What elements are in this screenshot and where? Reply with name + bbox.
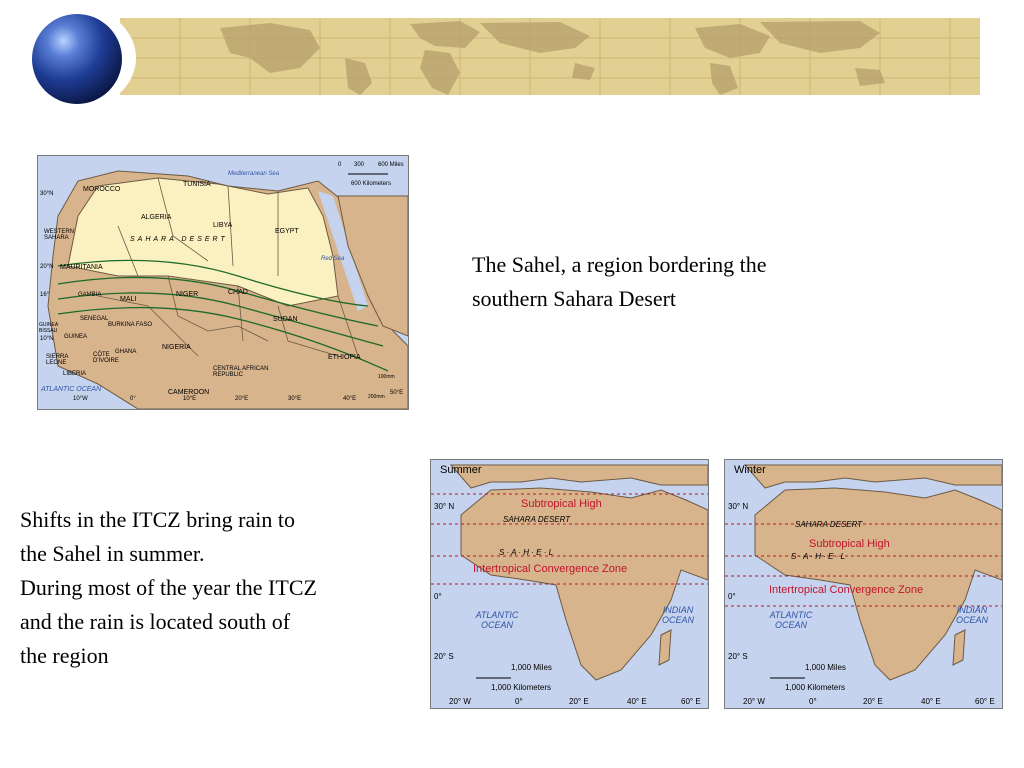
- scale-label: 300: [354, 162, 365, 168]
- country-label: TUNISIA: [183, 181, 211, 188]
- lat-label: 20°N: [40, 264, 54, 270]
- zone-label: Intertropical Convergence Zone: [769, 584, 924, 596]
- lon-label: 40°E: [343, 396, 357, 402]
- lon-label: 60° E: [681, 697, 701, 706]
- scale-label: 1,000 Kilometers: [491, 683, 552, 692]
- lat-label: 30°N: [40, 191, 54, 197]
- caption-line: the Sahel in summer.: [20, 541, 205, 566]
- water-label: Mediterranean Sea: [228, 171, 280, 177]
- map-title: Summer: [440, 464, 482, 476]
- lon-label: 20° W: [449, 697, 471, 706]
- lat-label: 0°: [434, 592, 442, 601]
- water-label: ATLANTIC OCEAN: [41, 386, 102, 393]
- lat-label: 0°: [728, 592, 736, 601]
- ocean-label: ATLANTIC OCEAN: [769, 610, 813, 630]
- world-map-graphic: [120, 18, 980, 95]
- lon-label: 0°: [515, 697, 523, 706]
- globe-icon: [32, 14, 122, 104]
- lon-label: 20° E: [863, 697, 883, 706]
- caption-line: southern Sahara Desert: [472, 286, 677, 311]
- country-label: MAURITANIA: [60, 264, 103, 271]
- desert-label: SAHARA DESERT: [795, 520, 863, 529]
- caption-line: During most of the year the ITCZ: [20, 575, 317, 600]
- country-label: LIBERIA: [63, 371, 87, 377]
- header-banner: [120, 18, 980, 95]
- ocean-label: INDIAN OCEAN: [661, 605, 694, 625]
- zone-label: Subtropical High: [521, 498, 602, 510]
- ocean-label: ATLANTIC OCEAN: [475, 610, 519, 630]
- scale-label: 1,000 Miles: [805, 663, 846, 672]
- lon-label: 50°E: [390, 390, 404, 396]
- caption-line: the region: [20, 643, 109, 668]
- summer-map: [430, 459, 709, 709]
- country-label: SENEGAL: [80, 316, 109, 322]
- lat-label: 30° N: [728, 502, 749, 511]
- country-label: MALI: [120, 296, 137, 303]
- desert-label: SAHARA DESERT: [503, 515, 571, 524]
- globe-logo-frame: [24, 8, 136, 108]
- lon-label: 30°E: [288, 396, 302, 402]
- sahel-label: S · A · H · E · L: [791, 552, 846, 561]
- itcz-caption: [20, 503, 420, 673]
- winter-map: [724, 459, 1003, 709]
- lon-label: 0°: [130, 396, 136, 402]
- lon-label: 60° E: [975, 697, 995, 706]
- lon-label: 40° E: [627, 697, 647, 706]
- country-label: MOROCCO: [83, 186, 121, 193]
- country-label: SUDAN: [273, 316, 298, 323]
- lat-label: 16°: [40, 292, 50, 298]
- country-label: ETHIOPIA: [328, 354, 361, 361]
- madagascar-land: [659, 630, 671, 665]
- caption-line: and the rain is located south of: [20, 609, 291, 634]
- scale-label: 1,000 Kilometers: [785, 683, 846, 692]
- country-label: CHAD: [228, 289, 248, 296]
- map-title: Winter: [734, 464, 766, 476]
- country-label: SIERRA LEONE: [46, 354, 69, 366]
- zone-label: Subtropical High: [809, 538, 890, 550]
- isohyet-label: 200mm: [368, 394, 385, 400]
- zone-label: Intertropical Convergence Zone: [473, 563, 628, 575]
- lat-label: 30° N: [434, 502, 455, 511]
- country-label: LIBYA: [213, 222, 233, 229]
- water-label: Red Sea: [321, 256, 345, 262]
- caption-line: Shifts in the ITCZ bring rain to: [20, 507, 295, 532]
- isohyet-label: 100mm: [378, 374, 395, 380]
- madagascar-land: [953, 630, 965, 665]
- lat-label: 20° S: [728, 652, 748, 661]
- country-label: CENTRAL AFRICAN REPUBLIC: [213, 366, 269, 378]
- country-label: CAMEROON: [168, 389, 210, 396]
- country-label: NIGER: [176, 291, 199, 298]
- country-label: EGYPT: [275, 228, 299, 235]
- lat-label: 10°N: [40, 336, 54, 342]
- country-label: ALGERIA: [141, 214, 172, 221]
- ocean-label: INDIAN OCEAN: [955, 605, 988, 625]
- lon-label: 40° E: [921, 697, 941, 706]
- scale-label: 1,000 Miles: [511, 663, 552, 672]
- country-label: BURKINA FASO: [108, 322, 153, 328]
- country-label: GAMBIA: [78, 292, 102, 298]
- country-label: CÔTE D'IVOIRE: [93, 352, 119, 364]
- country-label: GUINEA: [64, 334, 88, 340]
- sahel-caption: [472, 248, 892, 316]
- country-label: GHANA: [115, 349, 137, 355]
- lon-label: 20° E: [569, 697, 589, 706]
- scale-label: 600 Miles: [378, 162, 404, 168]
- sahel-map: [37, 155, 409, 410]
- lat-label: 20° S: [434, 652, 454, 661]
- country-label: NIGERIA: [162, 344, 191, 351]
- europe-land: [451, 465, 708, 488]
- desert-label: SAHARA DESERT: [130, 236, 228, 243]
- lon-label: 10°E: [183, 396, 197, 402]
- lon-label: 20°E: [235, 396, 249, 402]
- lon-label: 20° W: [743, 697, 765, 706]
- country-label: WESTERN SAHARA: [44, 229, 74, 241]
- country-label: GUINEA BISSAU: [39, 322, 58, 334]
- scale-label: 0: [338, 162, 342, 168]
- scale-label: 600 Kilometers: [351, 181, 392, 187]
- sahel-label: S · A · H · E · L: [499, 548, 554, 557]
- caption-line: The Sahel, a region bordering the: [472, 252, 767, 277]
- lon-label: 10°W: [73, 396, 88, 402]
- europe-land: [745, 465, 1002, 488]
- lon-label: 0°: [809, 697, 817, 706]
